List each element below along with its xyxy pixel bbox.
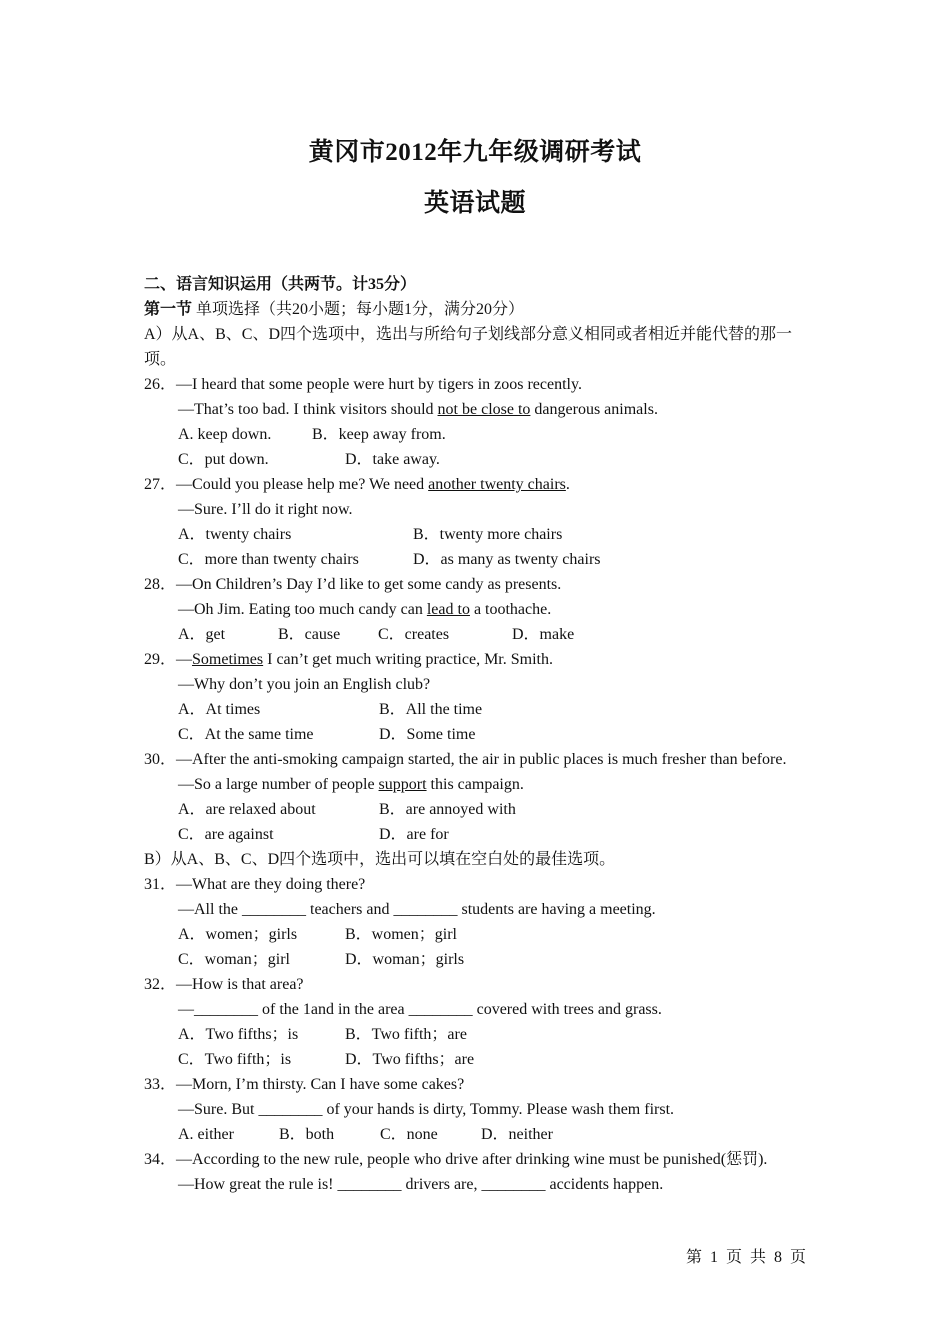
question-30: 30．—After the anti-smoking campaign started, the air in public places is much fresher than before.	[144, 751, 787, 768]
text: .	[565, 476, 570, 493]
option-c: C．woman；girl	[178, 951, 290, 968]
underlined-phrase: Sometimes	[192, 651, 264, 668]
question-33-reply: —Sure. But ________ of your hands is dirty, Tommy. Please wash them first.	[178, 1101, 675, 1118]
part-label: 第一节	[144, 301, 193, 318]
option-b: B．twenty more chairs	[413, 526, 563, 543]
option-b: B．keep away from.	[312, 426, 446, 443]
options-row	[144, 447, 806, 472]
options-row	[144, 1047, 806, 1072]
text: a toothache.	[469, 601, 552, 618]
option-d: D．neither	[481, 1126, 553, 1143]
option-b: B．Two fifth；are	[345, 1026, 467, 1043]
text: this campaign.	[426, 776, 524, 793]
question-34	[144, 1147, 806, 1172]
question-line: —Morn, I’m thirsty. Can I have some cakes?	[176, 1076, 465, 1093]
question-line: —I heard that some people were hurt by tigers in zoos recently.	[176, 376, 582, 393]
option-a: A．Two fifths；is	[178, 1026, 299, 1043]
options-row	[144, 697, 806, 722]
question-31-reply: —All the ________ teachers and ________ students are having a meeting.	[178, 901, 656, 918]
question-33	[144, 1072, 806, 1097]
text: —Could you please help me? We need	[176, 476, 429, 493]
question-28	[144, 572, 806, 597]
exam-content	[144, 272, 806, 1197]
options-row	[144, 922, 806, 947]
option-d: D．take away.	[345, 451, 440, 468]
option-a: A. either	[178, 1126, 234, 1143]
question-number: 31．	[144, 876, 177, 893]
option-c: C．creates	[378, 626, 450, 643]
underlined-phrase: support	[378, 776, 427, 793]
text: —Oh Jim. Eating too much candy can	[178, 601, 427, 618]
underlined-phrase: not be close to	[437, 401, 531, 418]
question-34-reply: —How great the rule is! ________ drivers are, ________ accidents happen.	[178, 1176, 664, 1193]
option-a: A．are relaxed about	[178, 801, 316, 818]
part-a-instructions: A）从A、B、C、D四个选项中，选出与所给句子划线部分意义相同或者相近并能代替的那一项。	[144, 326, 793, 368]
question-29-reply: —Why don’t you join an English club?	[178, 676, 431, 693]
option-c: C．none	[380, 1126, 438, 1143]
option-c: C．are against	[178, 826, 274, 843]
option-d: D．woman；girls	[345, 951, 465, 968]
options-row	[144, 622, 806, 647]
underlined-phrase: lead to	[426, 601, 470, 618]
question-26	[144, 372, 806, 397]
question-number: 33．	[144, 1076, 177, 1093]
option-d: D．are for	[379, 826, 449, 843]
option-d: D．make	[512, 626, 575, 643]
option-d: D．Some time	[379, 726, 476, 743]
options-row	[144, 547, 806, 572]
text: I can’t get much writing practice, Mr. Smith.	[263, 651, 553, 668]
options-row	[144, 1022, 806, 1047]
question-number: 27．	[144, 476, 177, 493]
text: dangerous animals.	[530, 401, 658, 418]
option-a: A. keep down.	[178, 426, 272, 443]
question-31	[144, 872, 806, 897]
part-heading	[144, 297, 806, 322]
option-c: C．Two fifth；is	[178, 1051, 292, 1068]
question-number: 28．	[144, 576, 177, 593]
option-a: A．women；girls	[178, 926, 298, 943]
question-32	[144, 972, 806, 997]
question-line: —On Children’s Day I’d like to get some candy as presents.	[176, 576, 562, 593]
option-a: A．twenty chairs	[178, 526, 292, 543]
question-27-reply: —Sure. I’ll do it right now.	[178, 501, 353, 518]
question-32-reply: —________ of the 1and in the area ________ covered with trees and grass.	[178, 1001, 662, 1018]
page-number: 第 1 页 共 8 页	[685, 1249, 806, 1266]
options-row	[144, 722, 806, 747]
option-b: B．cause	[278, 626, 341, 643]
text: —	[176, 651, 193, 668]
part-b-instructions: B）从A、B、C、D四个选项中，选出可以填在空白处的最佳选项。	[144, 851, 616, 868]
question-27	[144, 472, 806, 497]
options-row	[144, 947, 806, 972]
option-c: C．At the same time	[178, 726, 314, 743]
option-c: C．more than twenty chairs	[178, 551, 359, 568]
section-heading: 二、语言知识运用（共两节。计35分）	[144, 276, 417, 293]
question-line: —What are they doing there?	[176, 876, 366, 893]
question-26-reply	[144, 397, 806, 422]
option-d: D．Two fifths；are	[345, 1051, 475, 1068]
question-number: 26．	[144, 376, 177, 393]
question-28-reply	[144, 597, 806, 622]
option-b: B．are annoyed with	[379, 801, 516, 818]
option-b: B．both	[279, 1126, 335, 1143]
options-row	[144, 522, 806, 547]
options-row	[144, 1122, 806, 1147]
text: —So a large number of people	[178, 776, 379, 793]
options-row	[144, 422, 806, 447]
option-b: B．All the time	[379, 701, 483, 718]
page-subtitle: 英语试题	[423, 190, 526, 217]
options-row	[144, 822, 806, 847]
page-title: 黄冈市2012年九年级调研考试	[308, 139, 642, 166]
option-c: C．put down.	[178, 451, 269, 468]
question-29	[144, 647, 806, 672]
part-description: 单项选择（共20小题；每小题1分，满分20分）	[196, 301, 525, 318]
question-number: 32．	[144, 976, 177, 993]
option-d: D．as many as twenty chairs	[413, 551, 601, 568]
question-line: —According to the new rule, people who drive after drinking wine must be punished(惩罚).	[176, 1151, 768, 1168]
question-number: 34．	[144, 1151, 177, 1168]
text: —That’s too bad. I think visitors should	[178, 401, 438, 418]
options-row	[144, 797, 806, 822]
question-30-reply	[144, 772, 806, 797]
question-number: 29．	[144, 651, 177, 668]
option-a: A．get	[178, 626, 226, 643]
option-a: A．At times	[178, 701, 261, 718]
question-line: —How is that area?	[176, 976, 304, 993]
underlined-phrase: another twenty chairs	[428, 476, 566, 493]
option-b: B．women；girl	[345, 926, 457, 943]
